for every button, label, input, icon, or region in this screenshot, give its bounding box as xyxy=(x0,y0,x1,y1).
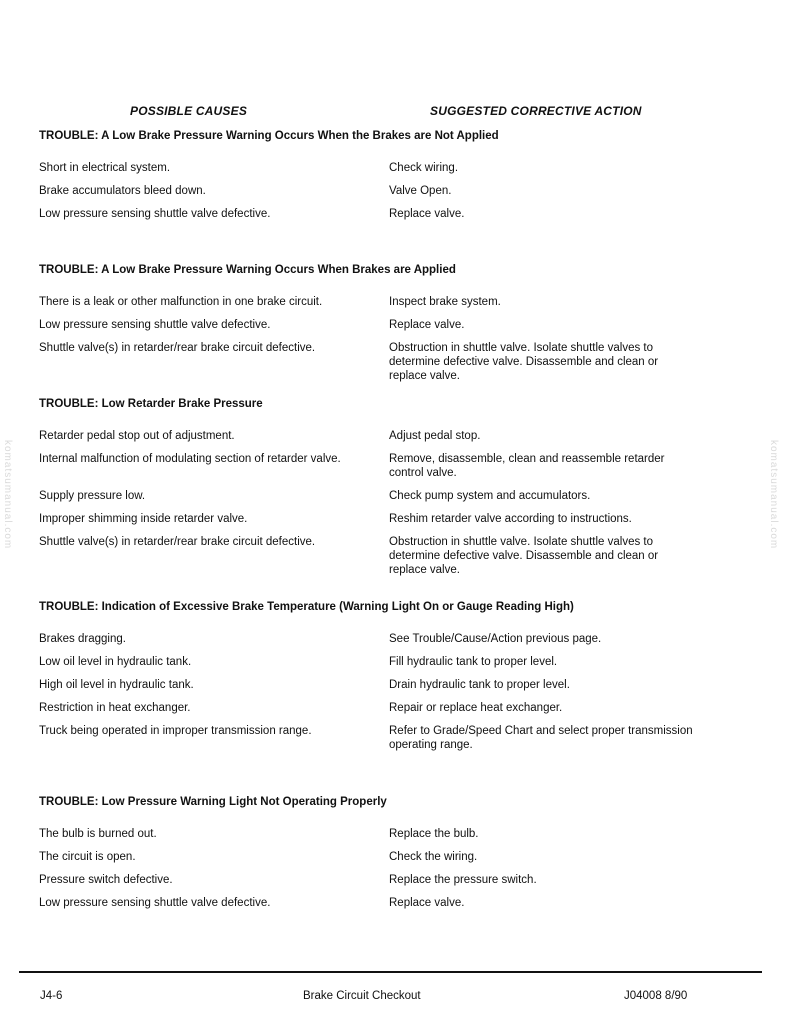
trouble-heading: TROUBLE: A Low Brake Pressure Warning Occurs When Brakes are Applied xyxy=(39,264,456,276)
possible-cause: Shuttle valve(s) in retarder/rear brake circuit defective. xyxy=(39,342,316,354)
possible-cause: Retarder pedal stop out of adjustment. xyxy=(39,430,235,442)
footer-document-code: J04008 8/90 xyxy=(624,990,688,1002)
possible-cause: Truck being operated in improper transmission range. xyxy=(39,725,312,737)
possible-cause: Brake accumulators bleed down. xyxy=(39,185,206,197)
corrective-action: Check the wiring. xyxy=(389,851,478,863)
cause-action-row xyxy=(39,341,699,383)
possible-cause: Improper shimming inside retarder valve. xyxy=(39,513,248,525)
watermark-right: komatsumanual.com xyxy=(768,440,779,550)
cause-action-row xyxy=(39,318,699,332)
trouble-section xyxy=(39,600,699,761)
cause-action-row xyxy=(39,207,699,221)
cause-action-row xyxy=(39,161,699,175)
possible-cause: Low oil level in hydraulic tank. xyxy=(39,656,192,668)
possible-cause: Pressure switch defective. xyxy=(39,874,173,886)
cause-action-row xyxy=(39,512,699,526)
possible-cause: High oil level in hydraulic tank. xyxy=(39,679,194,691)
cause-action-row xyxy=(39,452,699,480)
watermark-left: komatsumanual.com xyxy=(2,440,13,550)
possible-cause: Shuttle valve(s) in retarder/rear brake circuit defective. xyxy=(39,536,316,548)
cause-action-row xyxy=(39,632,699,646)
trouble-heading: TROUBLE: Low Retarder Brake Pressure xyxy=(39,398,263,410)
trouble-section xyxy=(39,795,699,919)
corrective-action: Obstruction in shuttle valve. Isolate shuttle valves to determine defective valve. Disassemble and clean or replace valve. xyxy=(389,536,659,576)
trouble-heading: TROUBLE: Indication of Excessive Brake Temperature (Warning Light On or Gauge Reading High) xyxy=(39,601,574,613)
possible-cause: Low pressure sensing shuttle valve defective. xyxy=(39,897,271,909)
possible-cause: The circuit is open. xyxy=(39,851,136,863)
cause-action-row xyxy=(39,827,699,841)
corrective-action: Replace the pressure switch. xyxy=(389,874,537,886)
trouble-section xyxy=(39,263,699,392)
possible-cause: Brakes dragging. xyxy=(39,633,126,645)
corrective-action: Repair or replace heat exchanger. xyxy=(389,702,563,714)
corrective-action: Drain hydraulic tank to proper level. xyxy=(389,679,570,691)
possible-cause: Short in electrical system. xyxy=(39,162,171,174)
trouble-section xyxy=(39,397,699,586)
possible-cause: Supply pressure low. xyxy=(39,490,146,502)
footer-rule xyxy=(19,971,762,973)
trouble-heading: TROUBLE: Low Pressure Warning Light Not Operating Properly xyxy=(39,796,387,808)
possible-cause: There is a leak or other malfunction in one brake circuit. xyxy=(39,296,323,308)
cause-action-row xyxy=(39,429,699,443)
cause-action-row xyxy=(39,701,699,715)
cause-action-row xyxy=(39,489,699,503)
corrective-action: Replace valve. xyxy=(389,897,465,909)
possible-causes-heading: POSSIBLE CAUSES xyxy=(130,104,248,118)
cause-action-row xyxy=(39,850,699,864)
corrective-action: Inspect brake system. xyxy=(389,296,501,308)
corrective-action: Replace valve. xyxy=(389,319,465,331)
corrective-action: Refer to Grade/Speed Chart and select proper transmission operating range. xyxy=(389,725,693,751)
trouble-heading: TROUBLE: A Low Brake Pressure Warning Occurs When the Brakes are Not Applied xyxy=(39,130,499,142)
footer-page-number: J4-6 xyxy=(40,990,63,1002)
corrective-action: Replace valve. xyxy=(389,208,465,220)
corrective-action: Reshim retarder valve according to instructions. xyxy=(389,513,632,525)
corrective-action: Valve Open. xyxy=(389,185,452,197)
corrective-action: Check pump system and accumulators. xyxy=(389,490,591,502)
cause-action-row xyxy=(39,678,699,692)
corrective-action: Adjust pedal stop. xyxy=(389,430,481,442)
cause-action-row xyxy=(39,655,699,669)
cause-action-row xyxy=(39,724,699,752)
possible-cause: Internal malfunction of modulating section of retarder valve. xyxy=(39,453,341,465)
cause-action-row xyxy=(39,295,699,309)
corrective-action: Check wiring. xyxy=(389,162,459,174)
cause-action-row xyxy=(39,873,699,887)
possible-cause: The bulb is burned out. xyxy=(39,828,157,840)
corrective-action: Remove, disassemble, clean and reassemble retarder control valve. xyxy=(389,453,665,479)
possible-cause: Restriction in heat exchanger. xyxy=(39,702,191,714)
possible-cause: Low pressure sensing shuttle valve defective. xyxy=(39,319,271,331)
cause-action-row xyxy=(39,896,699,910)
cause-action-row xyxy=(39,184,699,198)
corrective-action: See Trouble/Cause/Action previous page. xyxy=(389,633,602,645)
corrective-action-heading: SUGGESTED CORRECTIVE ACTION xyxy=(430,104,642,118)
corrective-action: Obstruction in shuttle valve. Isolate shuttle valves to determine defective valve. Disassemble and clean or replace valve. xyxy=(389,342,659,382)
corrective-action: Replace the bulb. xyxy=(389,828,479,840)
possible-cause: Low pressure sensing shuttle valve defective. xyxy=(39,208,271,220)
trouble-section xyxy=(39,129,699,230)
corrective-action: Fill hydraulic tank to proper level. xyxy=(389,656,558,668)
cause-action-row xyxy=(39,535,699,577)
footer-title: Brake Circuit Checkout xyxy=(303,990,421,1002)
